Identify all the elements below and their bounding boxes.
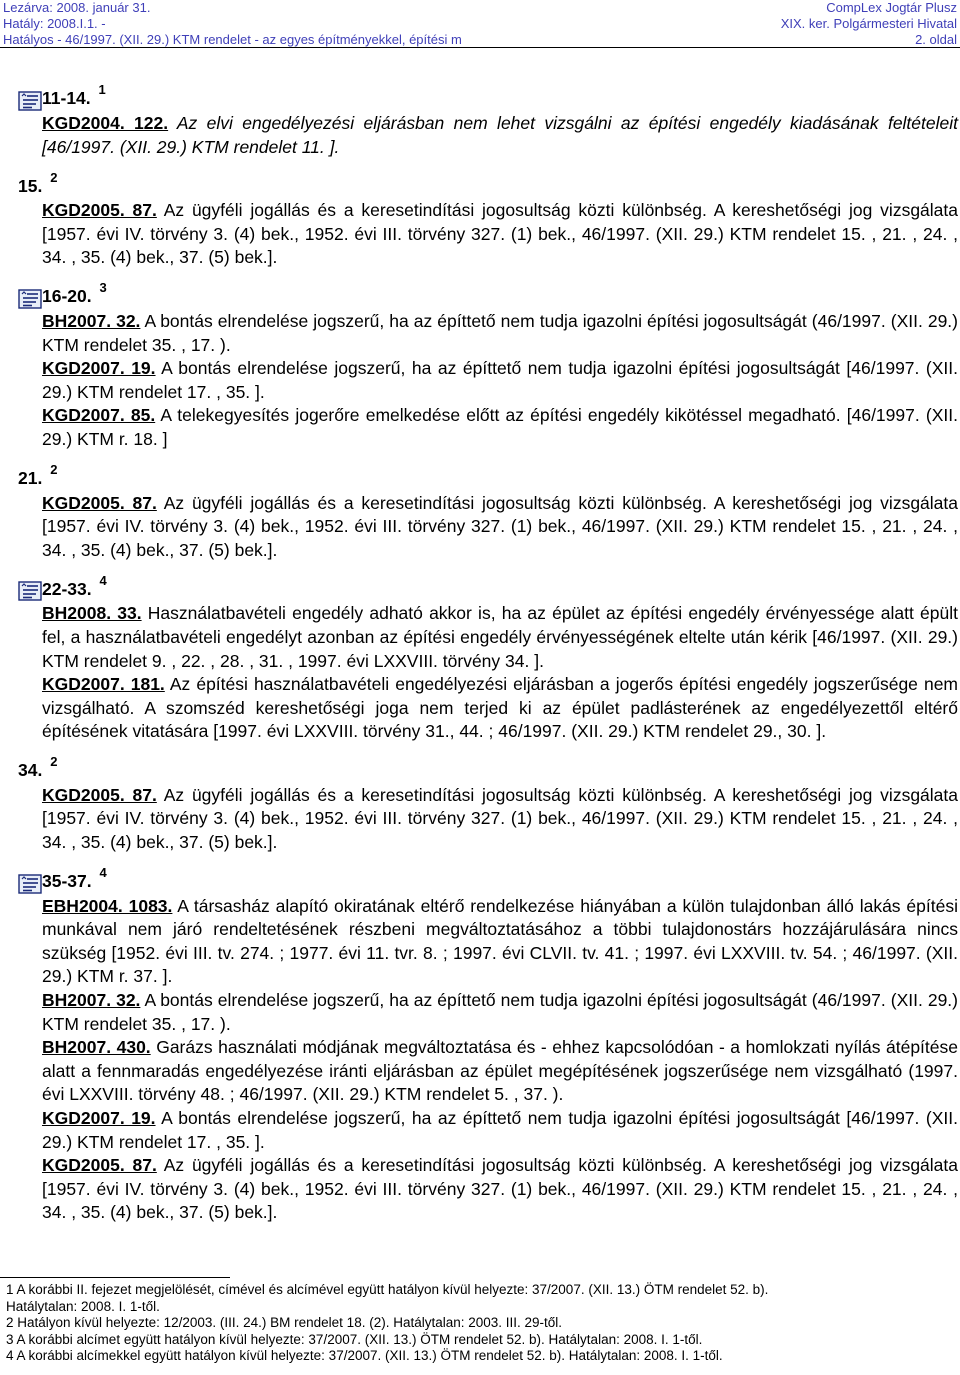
section-number-text: 15. bbox=[18, 175, 43, 196]
case-entry bbox=[42, 602, 958, 673]
header-divider bbox=[0, 47, 960, 48]
section-heading bbox=[18, 750, 958, 784]
section-heading bbox=[18, 78, 958, 112]
case-reference-link[interactable]: KGD2007. 85. bbox=[42, 405, 156, 426]
footnote-marker[interactable]: 1 bbox=[98, 82, 106, 98]
case-reference-link[interactable]: EBH2004. 1083. bbox=[42, 895, 173, 916]
footnote-marker[interactable]: 2 bbox=[50, 461, 58, 477]
case-summary: Az ügyféli jogállás és a keresetindítási jogosultság közti különbség. A kereshetőségi jog vizsgálata [1957. évi IV. törvény 3. (4) bek., 1952. évi III. törvény 327. (1) bek., 46/1997. (XII. 29.) KTM rendelet 15. , 21. , 24. , 34. , 35. (4) bek., 37. (5) bek.]. bbox=[42, 1155, 958, 1223]
footnote-marker[interactable]: 3 bbox=[99, 280, 107, 296]
case-summary: Az ügyféli jogállás és a keresetindítási jogosultság közti különbség. A kereshetőségi jog vizsgálata [1957. évi IV. törvény 3. (4) bek., 1952. évi III. törvény 327. (1) bek., 46/1997. (XII. 29.) KTM rendelet 15. , 21. , 24. , 34. , 35. (4) bek., 37. (5) bek.]. bbox=[42, 492, 958, 560]
case-summary: A bontás elrendelése jogszerű, ha az építtető nem tudja igazolni építési jogosultságát (46/1997. (XII. 29.) KTM rendelet 35. , 17. ). bbox=[42, 990, 958, 1034]
footnote-marker[interactable]: 2 bbox=[50, 754, 58, 770]
case-entry bbox=[42, 784, 958, 855]
section-heading bbox=[18, 568, 958, 602]
case-entry bbox=[42, 673, 958, 744]
section-heading bbox=[18, 165, 958, 199]
case-reference-link[interactable]: KGD2005. 87. bbox=[42, 492, 157, 513]
document-body bbox=[18, 72, 958, 1225]
section-heading bbox=[18, 276, 958, 310]
case-reference-link[interactable]: KGD2004. 122. bbox=[42, 113, 169, 133]
case-reference-link[interactable]: KGD2005. 87. bbox=[42, 784, 157, 805]
section-number bbox=[18, 461, 58, 492]
footnote-3: 3 A korábbi alcímet együtt hatályon kívül helyezte: 37/2007. (XII. 13.) ÖTM rendelet 52. b). Hatálytalan: 2008. I. 1-től. bbox=[6, 1331, 703, 1347]
header-left bbox=[3, 0, 462, 47]
section-heading bbox=[18, 861, 958, 895]
section-number bbox=[42, 572, 107, 603]
document-icon[interactable] bbox=[18, 91, 44, 112]
footnote-divider bbox=[0, 1277, 230, 1278]
case-reference-link[interactable]: KGD2007. 181. bbox=[42, 674, 165, 695]
case-entry bbox=[42, 895, 958, 989]
case-reference-link[interactable]: KGD2007. 19. bbox=[42, 358, 156, 379]
section-number bbox=[18, 169, 58, 200]
footnote-4: 4 A korábbi alcímekkel együtt hatályon kívül helyezte: 37/2007. (XII. 13.) ÖTM rendelet 52. b). Hatálytalan: 2008. I. 1-től. bbox=[6, 1348, 723, 1363]
case-entry bbox=[42, 1036, 958, 1107]
case-summary: A bontás elrendelése jogszerű, ha az építtető nem tudja igazolni építési jogosultságát [46/1997. (XII. 29.) KTM rendelet 17. , 35. ]. bbox=[42, 1108, 958, 1152]
case-reference-link[interactable]: BH2007. 32. bbox=[42, 310, 141, 331]
footnote-marker[interactable]: 4 bbox=[99, 572, 107, 588]
footnote-1: 1 A korábbi II. fejezet megjelölését, címével és alcímével együtt hatályon kívül helyezte: 37/2007. (XII. 13.) ÖTM rendelet 52. b). bbox=[6, 1282, 769, 1297]
section-number-text: 35-37. bbox=[42, 871, 92, 892]
section-number-text: 21. bbox=[18, 467, 43, 488]
footnote-1-continued: Hatálytalan: 2008. I. 1-től. bbox=[6, 1298, 160, 1314]
case-summary: A telekegyesítés jogerőre emelkedése előtt az építési engedély kikötéssel megadható. [46/1997. (XII. 29.) KTM r. 18. ] bbox=[42, 405, 958, 449]
case-summary: A bontás elrendelése jogszerű, ha az építtető nem tudja igazolni építési jogosultságát [46/1997. (XII. 29.) KTM rendelet 17. , 35. ]. bbox=[42, 358, 958, 402]
section-number bbox=[42, 280, 107, 310]
header-page-number: 2. oldal bbox=[915, 32, 957, 47]
case-reference-link[interactable]: KGD2007. 19. bbox=[42, 1108, 156, 1128]
case-summary: Az elvi engedélyezési eljárásban nem lehet vizsgálni az építési engedély kiadásának feltételeit [46/1997. (XII. 29.) KTM rendelet 11. ]. bbox=[42, 113, 958, 157]
section-number bbox=[42, 865, 107, 895]
case-reference-link[interactable]: KGD2005. 87. bbox=[42, 200, 157, 221]
case-entry bbox=[42, 357, 958, 404]
case-summary: A társasház alapító okiratának eltérő rendelkezése hiányában a külön tulajdonban álló lakás építési munkával nem járó rendeltetésének részbeni megváltoztatásához a többi tulajdonostárs hozzájárulására nincs szükség [1952. évi III. tv. 274. ; 1977. évi 11. tvr. 8. ; 1997. évi CLVII. tv. 41. ; 1997. évi LXXVIII. tv. 54. ; 46/1997. (XII. 29.) KTM r. 37. ]. bbox=[42, 895, 958, 987]
section-number-text: 11-14. bbox=[42, 88, 91, 109]
case-summary: Az ügyféli jogállás és a keresetindítási jogosultság közti különbség. A kereshetőségi jog vizsgálata [1957. évi IV. törvény 3. (4) bek., 1952. évi III. törvény 327. (1) bek., 46/1997. (XII. 29.) KTM rendelet 15. , 21. , 24. , 34. , 35. (4) bek., 37. (5) bek.]. bbox=[42, 784, 958, 853]
section-number-text: 34. bbox=[18, 760, 43, 781]
case-entry bbox=[42, 1154, 958, 1225]
footnotes bbox=[6, 1282, 956, 1365]
footnote-2: 2 Hatályon kívül helyezte: 12/2003. (III. 24.) BM rendelet 18. (2). Hatálytalan: 2003. III. 29-től. bbox=[6, 1315, 563, 1330]
case-entry bbox=[42, 112, 958, 159]
case-reference-link[interactable]: KGD2005. 87. bbox=[42, 1155, 157, 1176]
header-organization: XIX. ker. Polgármesteri Hivatal bbox=[780, 16, 957, 31]
header-right bbox=[780, 0, 957, 47]
case-summary: Használatbavételi engedély adható akkor is, ha az épület az építési engedély érvényessége alatt épült fel, a használatbavételi engedélyt azonban az építési engedély érvényességének eltelte után kérik [46/1997. (XII. 29.) KTM rendelet 9. , 22. , 28. , 31. , 1997. évi LXXVIII. törvény 34. ]. bbox=[42, 603, 958, 671]
case-summary: A bontás elrendelése jogszerű, ha az építtető nem tudja igazolni építési jogosultságát (46/1997. (XII. 29.) KTM rendelet 35. , 17. ). bbox=[42, 310, 958, 355]
header-document-title: Hatályos - 46/1997. (XII. 29.) KTM rendelet - az egyes építményekkel, építési m bbox=[3, 32, 462, 47]
case-entry bbox=[42, 310, 958, 357]
case-reference-link[interactable]: BH2007. 430. bbox=[42, 1037, 151, 1058]
footnote-marker[interactable]: 2 bbox=[50, 169, 58, 185]
header-product-name: CompLex Jogtár Plusz bbox=[826, 0, 957, 15]
header-effective-range: Hatály: 2008.I.1. - bbox=[3, 16, 106, 31]
case-entry bbox=[42, 404, 958, 451]
case-entry bbox=[42, 989, 958, 1036]
page-header bbox=[0, 0, 960, 48]
case-summary: Az építési használatbavételi engedélyezési eljárásban a jogerős építési engedély jogszerűsége nem vizsgálható. A szomszéd kereshetőségi joga nem terjed ki az épület padlásterének az engedélyezettől eltérő építésének vitatására [1997. évi LXXVIII. törvény 31., 44. ; 46/1997. (XII. 29.) KTM rendelet 29., 30. ]. bbox=[42, 674, 959, 742]
document-icon[interactable] bbox=[18, 581, 44, 602]
document-icon[interactable] bbox=[18, 874, 44, 895]
section-number-text: 22-33. bbox=[42, 578, 92, 599]
case-entry bbox=[42, 1107, 958, 1154]
case-reference-link[interactable]: BH2008. 33. bbox=[42, 603, 142, 624]
footnote-marker[interactable]: 4 bbox=[99, 865, 107, 881]
header-closed-date: Lezárva: 2008. január 31. bbox=[3, 0, 151, 15]
section-number-text: 16-20. bbox=[42, 286, 92, 307]
case-entry bbox=[42, 199, 958, 270]
case-summary: Az ügyféli jogállás és a keresetindítási jogosultság közti különbség. A kereshetőségi jog vizsgálata [1957. évi IV. törvény 3. (4) bek., 1952. évi III. törvény 327. (1) bek., 46/1997. (XII. 29.) KTM rendelet 15. , 21. , 24. , 34. , 35. (4) bek., 37. (5) bek.]. bbox=[42, 200, 958, 268]
case-summary: Garázs használati módjának megváltoztatása és - ehhez kapcsolódóan - a homlokzati nyílás átépítése alatt a fennmaradás engedélyezése iránti eljárásban az épület megépítésének jogszerűsége nem vizsgálható (1997. évi LXXVIII. törvény 48. ; 46/1997. (XII. 29.) KTM rendelet 5. , 37. ). bbox=[42, 1037, 958, 1105]
section-heading bbox=[18, 458, 958, 492]
section-number bbox=[42, 82, 106, 112]
document-icon[interactable] bbox=[18, 289, 44, 310]
case-reference-link[interactable]: BH2007. 32. bbox=[42, 990, 141, 1011]
section-number bbox=[18, 754, 58, 784]
case-entry bbox=[42, 492, 958, 563]
